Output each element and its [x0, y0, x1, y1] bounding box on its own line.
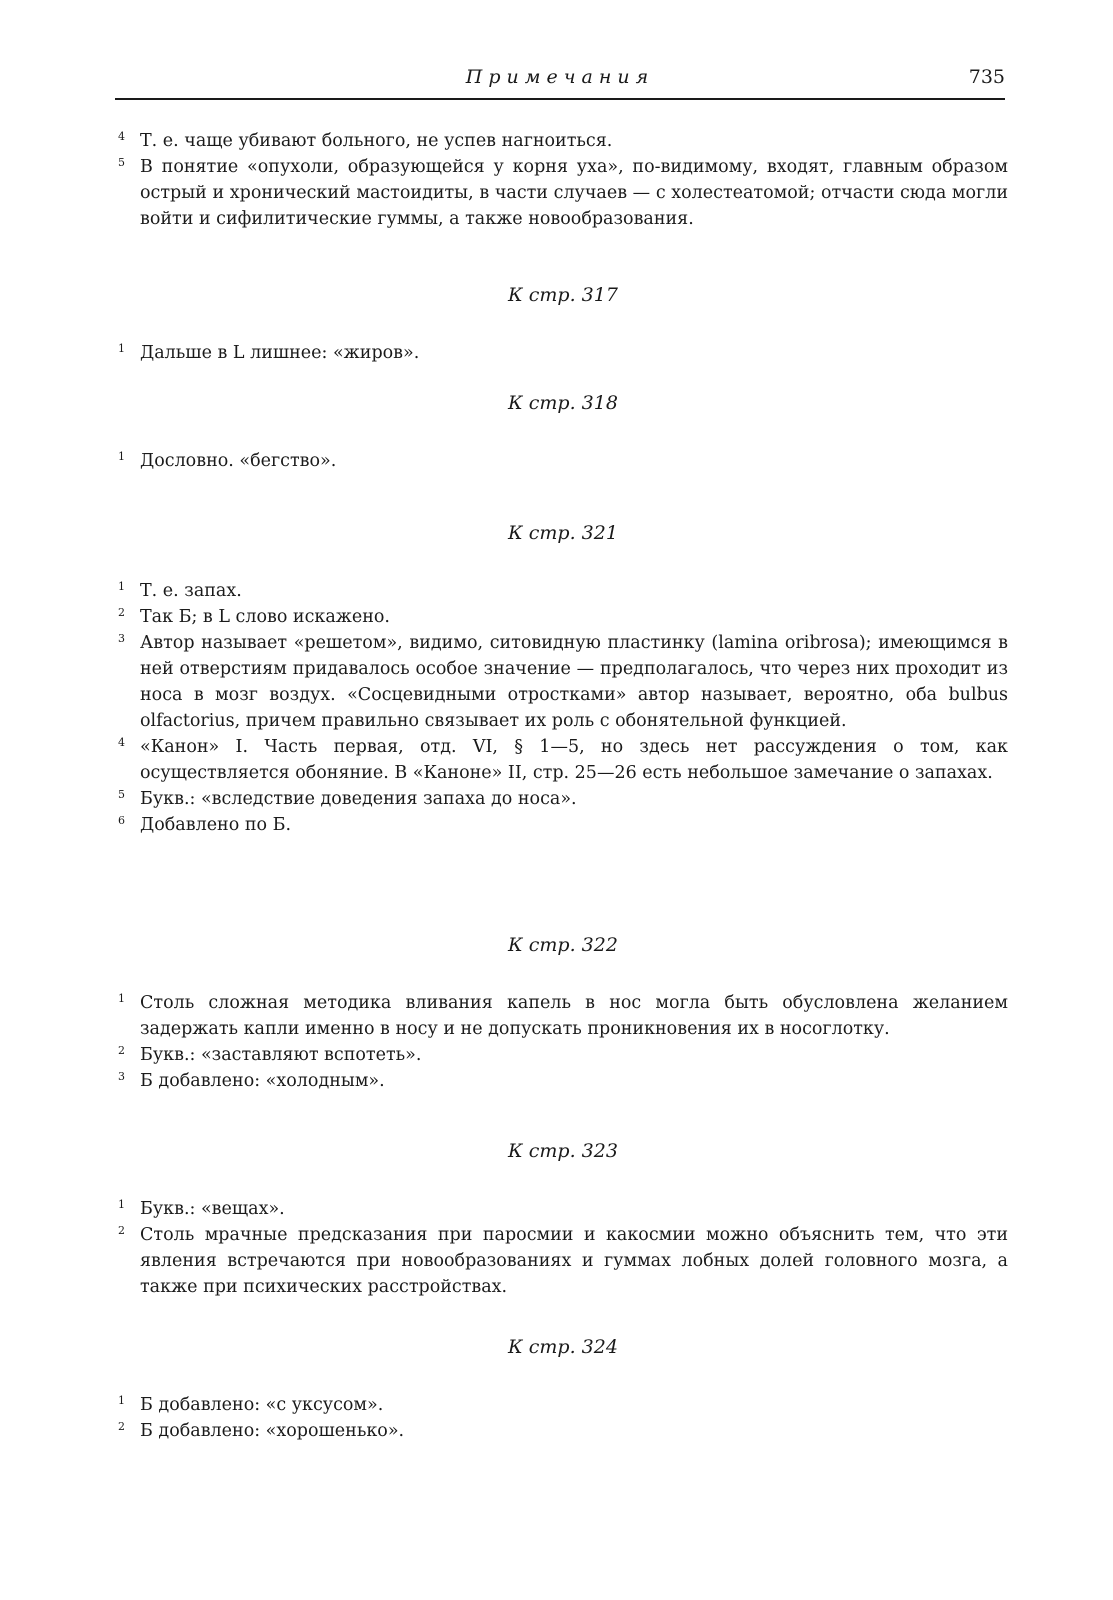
footnote-text: Б добавлено: «хорошенько».: [140, 1421, 405, 1441]
footnote-text: В понятие «опухоли, образующейся у корня уха», по-видимому, входят, главным образом острый и хронический мастоидиты, в части случаев — с холестеатомой; отчасти сюда могли войти и сифилитические гуммы, а также новообразования.: [140, 157, 1008, 229]
footnote: [118, 604, 1008, 630]
footnote-number: 1: [118, 1394, 125, 1407]
section-title: К стр. 317: [508, 284, 618, 306]
footnote-text: Букв.: «вследствие доведения запаха до носа».: [140, 789, 577, 809]
footnote-number: 6: [118, 814, 125, 827]
footnote-text: Столь мрачные предсказания при паросмии и какосмии можно объяснить тем, что эти явления встречаются при новообразованиях и гуммах лобных долей головного мозга, а также при психических расстройствах.: [140, 1225, 1008, 1297]
footnote: [118, 1222, 1008, 1300]
notes-section: [118, 932, 1008, 1094]
footnote-text: Б добавлено: «холодным».: [140, 1071, 385, 1091]
footnote-number: 2: [118, 1224, 125, 1237]
footnote-text: Б добавлено: «с уксусом».: [140, 1395, 384, 1415]
section-title: К стр. 322: [508, 934, 618, 956]
section-title: К стр. 323: [508, 1140, 618, 1162]
footnote-text: Букв.: «заставляют вспотеть».: [140, 1045, 422, 1065]
footnote: [118, 812, 1008, 838]
footnote: [118, 1042, 1008, 1068]
notes-section: [118, 390, 1008, 474]
footnote-number: 5: [118, 156, 125, 169]
notes-section: [118, 1334, 1008, 1444]
section-title: К стр. 324: [508, 1336, 618, 1358]
notes-section: [118, 520, 1008, 838]
footnote: [118, 154, 1008, 232]
footnote-number: 1: [118, 1198, 125, 1211]
footnote-text: Добавлено по Б.: [140, 815, 292, 835]
footnote-number: 1: [118, 992, 125, 1005]
footnote: [118, 578, 1008, 604]
footnote-text: «Канон» I. Часть первая, отд. VI, § 1—5, но здесь нет рассуждения о том, как осуществляется обоняние. В «Каноне» II, стр. 25—26 есть небольшое замечание о запахах.: [140, 737, 1008, 783]
carried-over-notes: [118, 128, 1008, 232]
footnote-text: Столь сложная методика вливания капель в нос могла быть обусловлена желанием задержать капли именно в носу и не допускать проникновения их в носоглотку.: [140, 993, 1008, 1039]
footnote: [118, 630, 1008, 734]
footnote: [118, 734, 1008, 786]
footnote-number: 2: [118, 1044, 125, 1057]
footnote-text: Так Б; в L слово искажено.: [140, 607, 390, 627]
notes-section: [118, 282, 1008, 366]
footnote-text: Т. е. запах.: [140, 581, 242, 601]
footnote-text: Дословно. «бегство».: [140, 451, 337, 471]
footnote-number: 2: [118, 606, 125, 619]
footnote: [118, 128, 1008, 154]
footnote-number: 4: [118, 736, 125, 749]
footnote-number: 5: [118, 788, 125, 801]
footnote: [118, 340, 1008, 366]
footnote: [118, 1196, 1008, 1222]
footnote-number: 3: [118, 1070, 125, 1083]
footnote-text: Т. е. чаще убивают больного, не успев нагноиться.: [140, 131, 613, 151]
footnote-number: 4: [118, 130, 125, 143]
footnote-number: 1: [118, 580, 125, 593]
header-title: Примечания: [465, 66, 655, 88]
footnote: [118, 1418, 1008, 1444]
footnote: [118, 1068, 1008, 1094]
running-header: [115, 66, 1005, 100]
section-title: К стр. 318: [508, 392, 618, 414]
footnote-number: 1: [118, 450, 125, 463]
notes-section: [118, 1138, 1008, 1300]
footnote-text: Дальше в L лишнее: «жиров».: [140, 343, 420, 363]
footnote: [118, 990, 1008, 1042]
footnote: [118, 1392, 1008, 1418]
footnote-number: 1: [118, 342, 125, 355]
footnote: [118, 448, 1008, 474]
page-number: 735: [968, 66, 1005, 88]
section-title: К стр. 321: [508, 522, 618, 544]
footnote: [118, 786, 1008, 812]
footnote-text: Букв.: «вещах».: [140, 1199, 285, 1219]
footnote-number: 3: [118, 632, 125, 645]
footnote-number: 2: [118, 1420, 125, 1433]
footnote-text: Автор называет «решетом», видимо, ситовидную пластинку (lamina oribrosa); имеющимся в ней отверстиям придавалось особое значение — предполагалось, что через них проходит из носа в мозг воздух. «Сосцевидными отростками» автор называет, вероятно, оба bulbus olfactorius, причем правильно связывает их роль с обонятельной функцией.: [140, 633, 1008, 731]
